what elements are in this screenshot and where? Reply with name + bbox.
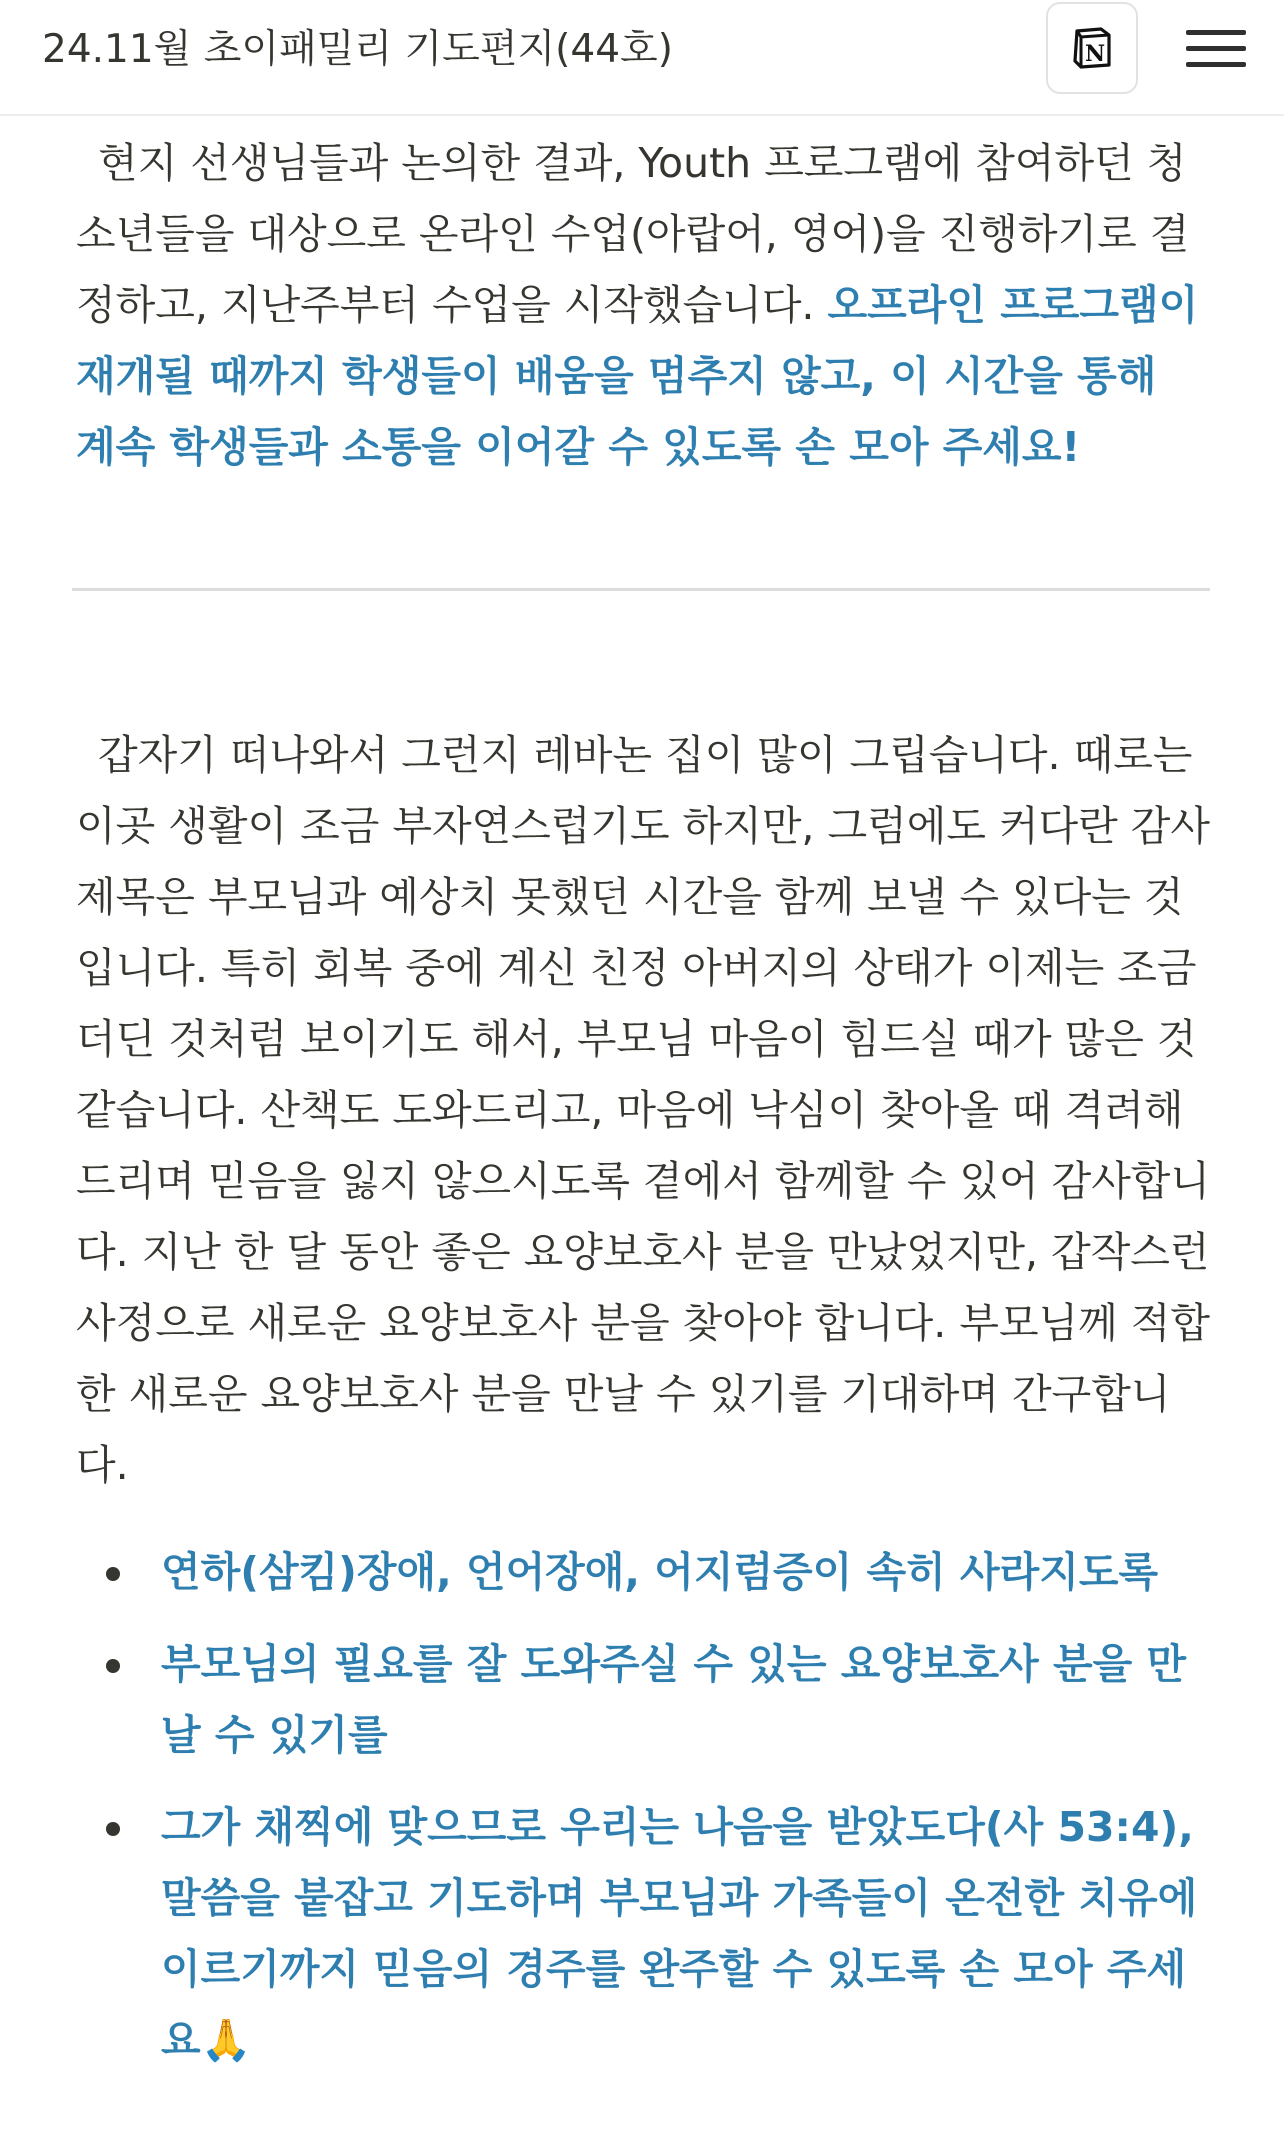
divider <box>72 588 1210 591</box>
open-in-notion-button[interactable] <box>1046 2 1138 94</box>
bullet-icon <box>106 1659 120 1673</box>
paragraph-text: 현지 선생님들과 논의한 결과, Youth 프로그램에 참여하던 청소년들을 대상으로 온라인 수업(아랍어, 영어)을 진행하기로 결정하고, 지난주부터 수업을 시작했습니다. <box>76 139 1190 329</box>
list-item <box>76 1629 1210 1771</box>
prayer-item-text: 그가 채찍에 맞으므로 우리는 나음을 받았도다(사 53:4), 말씀을 붙잡고 기도하며 부모님과 가족들이 온전한 치유에 이르기까지 믿음의 경주를 완주할 수 있도록 손 모아 주세요🙏 <box>161 1803 1198 2064</box>
hamburger-menu-icon[interactable] <box>1186 18 1246 78</box>
prayer-list <box>76 1537 1210 2097</box>
page-title: 24.11월 초이패밀리 기도편지(44호) <box>42 27 673 72</box>
list-item <box>76 1792 1210 2076</box>
top-bar <box>0 0 1284 116</box>
paragraph-online-classes <box>76 128 1210 483</box>
notion-logo-icon <box>1069 25 1115 71</box>
paragraph-family-news <box>76 720 1210 1501</box>
prayer-request-highlight: 오프라인 프로그램이 재개될 때까지 학생들이 배움을 멈추지 않고, 이 시간을 통해 계속 학생들과 소통을 이어갈 수 있도록 손 모아 주세요! <box>76 281 1199 471</box>
paragraph-text: 갑자기 떠나와서 그런지 레바논 집이 많이 그립습니다. 때로는 이곳 생활이 조금 부자연스럽기도 하지만, 그럼에도 커다란 감사 제목은 부모님과 예상치 못했던 시간을 함께 보낼 수 있다는 것입니다. 특히 회복 중에 계신 친정 아버지의 상태가 이제는 조금 더딘 것처럼 보이기도 해서, 부모님 마음이 힘드실 때가 많은 것 같습니다. 산책도 도와드리고, 마음에 낙심이 찾아올 때 격려해 드리며 믿음을 잃지 않으시도록 곁에서 함께할 수 있어 감사합니다. 지난 한 달 동안 좋은 요양보호사 분을 만났었지만, 갑작스런 사정으로 새로운 요양보호사 분을 찾아야 합니다. 부모님께 적합한 새로운 요양보호사 분을 만날 수 있기를 기대하며 간구합니다. <box>76 731 1211 1489</box>
list-item <box>76 1537 1210 1608</box>
bullet-icon <box>106 1567 120 1581</box>
prayer-item-text: 연하(삼킴)장애, 언어장애, 어지럼증이 속히 사라지도록 <box>161 1548 1159 1596</box>
svg-text:N: N <box>1084 41 1106 67</box>
section-family-news <box>76 720 1210 1501</box>
prayer-item-text: 부모님의 필요를 잘 도와주실 수 있는 요양보호사 분을 만날 수 있기를 <box>161 1640 1187 1759</box>
bullet-icon <box>106 1822 120 1836</box>
section-online-classes <box>76 128 1210 483</box>
